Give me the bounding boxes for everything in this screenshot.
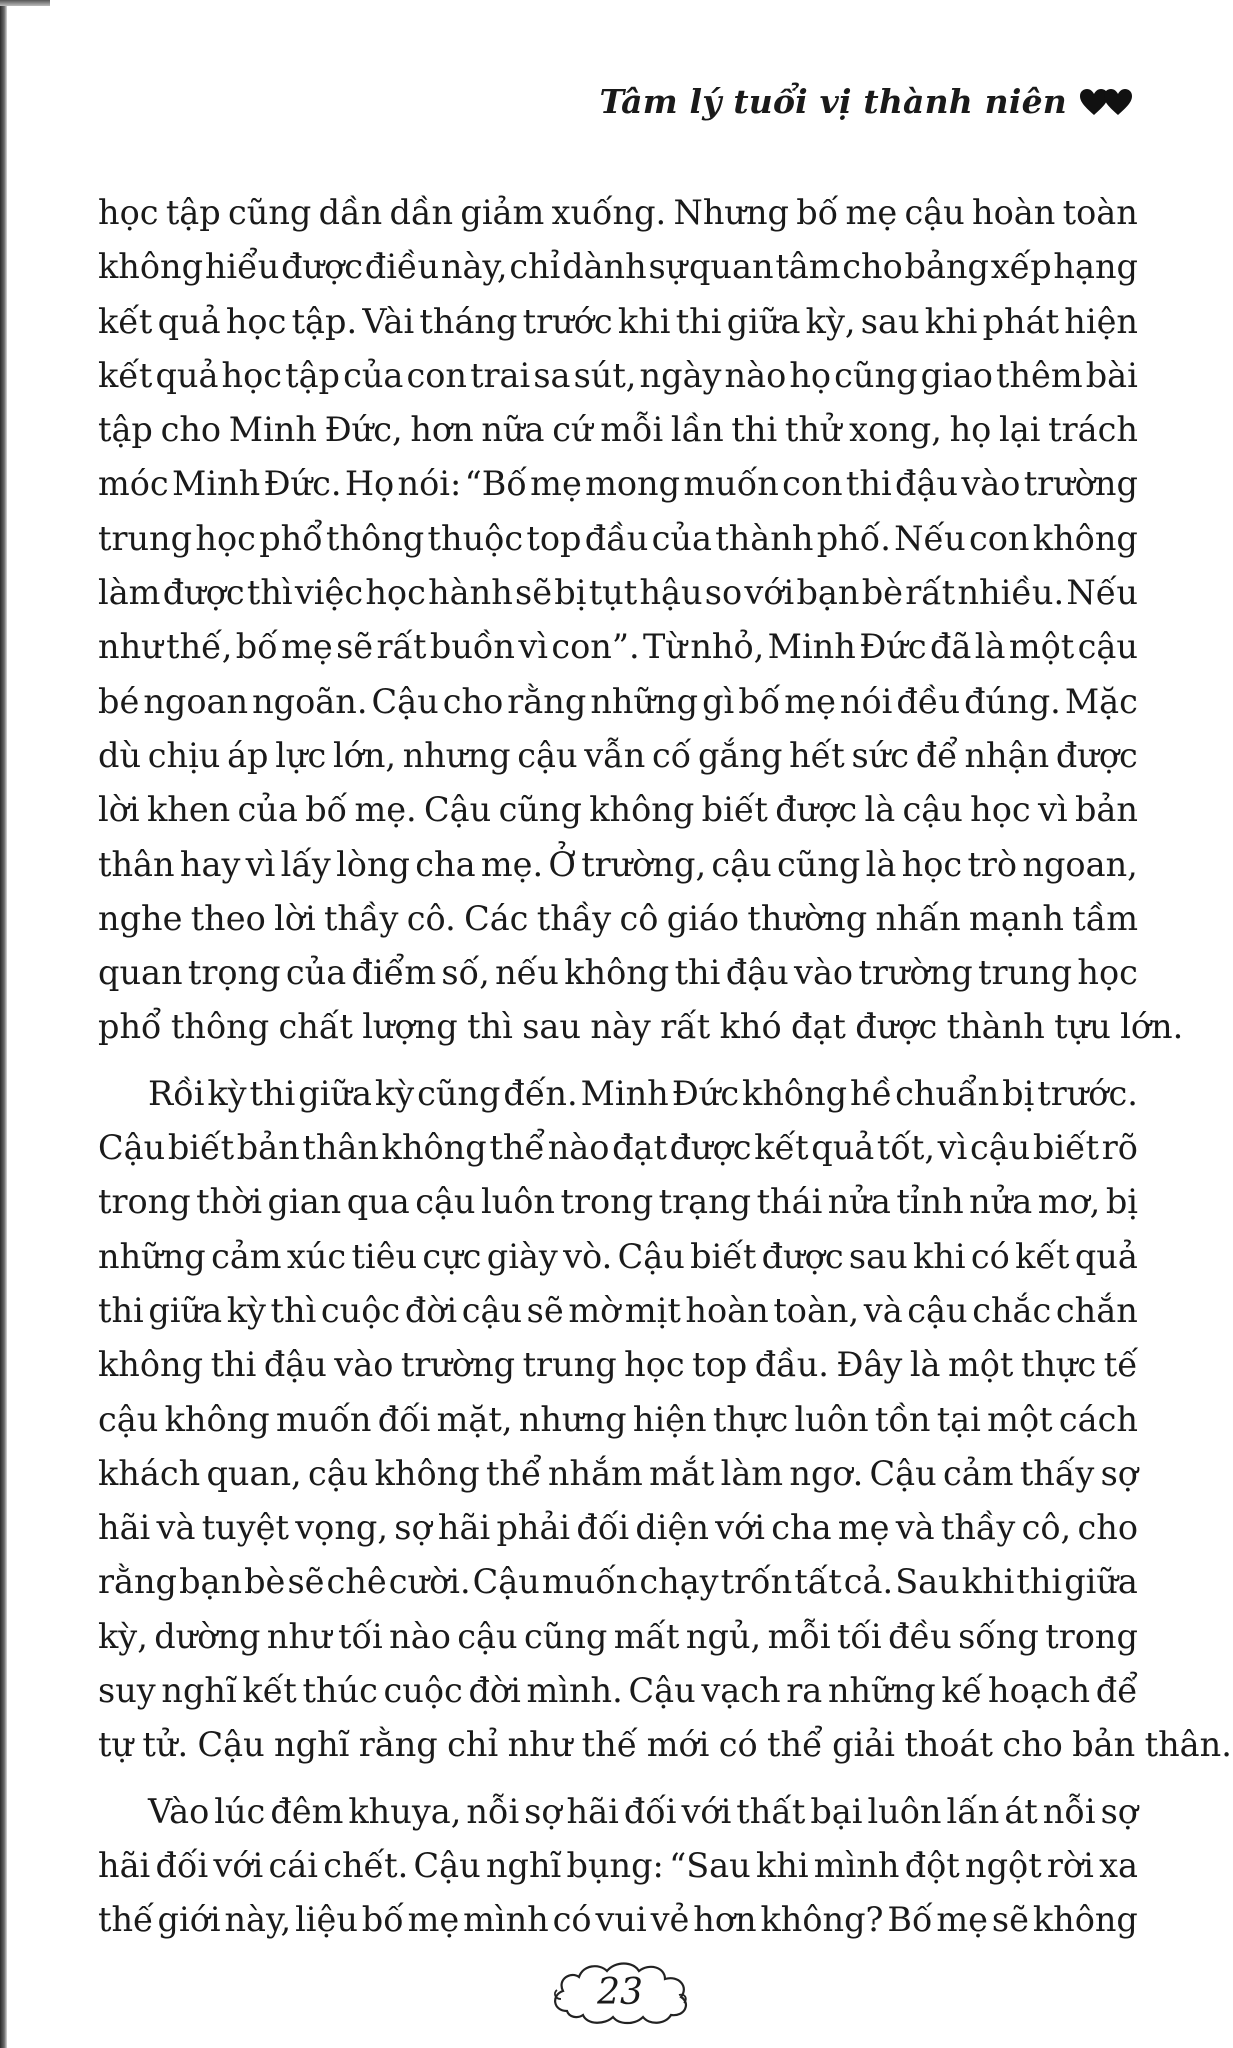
- text-line: bé ngoan ngoãn. Cậu cho rằng những gì bố mẹ nói đều đúng. Mặc: [98, 681, 1138, 721]
- text-line: rằng bạn bè sẽ chê cười. Cậu muốn chạy trốn tất cả. Sau khi thi giữa: [98, 1562, 1138, 1602]
- text-line: những cảm xúc tiêu cực giày vò. Cậu biết được sau khi có kết quả: [98, 1236, 1138, 1276]
- text-line: tự tử. Cậu nghĩ rằng chỉ như thế mới có thể giải thoát cho bản thân.: [98, 1725, 1232, 1765]
- page-edge-shadow: [0, 0, 50, 6]
- text-line: thi giữa kỳ thì cuộc đời cậu sẽ mờ mịt hoàn toàn, và cậu chắc chắn: [98, 1290, 1138, 1330]
- text-line: làm được thì việc học hành sẽ bị tụt hậu so với bạn bè rất nhiều. Nếu: [98, 573, 1138, 613]
- text-line: thế giới này, liệu bố mẹ mình có vui vẻ hơn không? Bố mẹ sẽ không: [98, 1900, 1138, 1940]
- text-line: phổ thông chất lượng thì sau này rất khó đạt được thành tựu lớn.: [98, 1007, 1184, 1047]
- text-line: móc Minh Đức. Họ nói: “Bố mẹ mong muốn con thi đậu vào trường: [98, 464, 1138, 504]
- text-line: khách quan, cậu không thể nhắm mắt làm ngơ. Cậu cảm thấy sợ: [98, 1453, 1138, 1493]
- text-line: kết quả học tập của con trai sa sút, ngày nào họ cũng giao thêm bài: [98, 355, 1138, 395]
- text-line: trong thời gian qua cậu luôn trong trạng thái nửa tỉnh nửa mơ, bị: [98, 1182, 1138, 1222]
- running-header: [600, 82, 1133, 121]
- text-line: cậu không muốn đối mặt, nhưng hiện thực luôn tồn tại một cách: [98, 1399, 1138, 1439]
- hearts-ornament: [1079, 88, 1133, 116]
- text-line: trung học phổ thông thuộc top đầu của thành phố. Nếu con không: [98, 518, 1138, 558]
- text-line: Cậu biết bản thân không thể nào đạt được kết quả tốt, vì cậu biết rõ: [98, 1128, 1138, 1168]
- text-line: không thi đậu vào trường trung học top đầu. Đây là một thực tế: [98, 1345, 1138, 1385]
- book-spine-shadow: [0, 0, 7, 2048]
- text-line: Rồi kỳ thi giữa kỳ cũng đến. Minh Đức không hề chuẩn bị trước.: [148, 1073, 1138, 1113]
- paragraph-gap: [98, 1773, 1138, 1785]
- text-line: không hiểu được điều này, chỉ dành sự quan tâm cho bảng xếp hạng: [98, 247, 1138, 287]
- heart-icon: [1103, 88, 1133, 116]
- text-line: lời khen của bố mẹ. Cậu cũng không biết được là cậu học vì bản: [98, 790, 1138, 830]
- text-line: nghe theo lời thầy cô. Các thầy cô giáo thường nhấn mạnh tầm: [98, 898, 1138, 938]
- text-line: hãi đối với cái chết. Cậu nghĩ bụng: “Sau khi mình đột ngột rời xa: [98, 1845, 1138, 1885]
- text-line: học tập cũng dần dần giảm xuống. Nhưng bố mẹ cậu hoàn toàn: [98, 193, 1138, 232]
- text-line: như thế, bố mẹ sẽ rất buồn vì con”. Từ nhỏ, Minh Đức đã là một cậu: [98, 627, 1138, 667]
- text-line: tập cho Minh Đức, hơn nữa cứ mỗi lần thi thử xong, họ lại trách: [98, 410, 1138, 450]
- text-line: dù chịu áp lực lớn, nhưng cậu vẫn cố gắng hết sức để nhận được: [98, 735, 1138, 775]
- page-number: 23: [597, 1971, 643, 2013]
- text-line: hãi và tuyệt vọng, sợ hãi phải đối diện với cha mẹ và thầy cô, cho: [98, 1508, 1138, 1548]
- text-line: kỳ, dường như tối nào cậu cũng mất ngủ, mỗi tối đều sống trong: [98, 1616, 1138, 1656]
- paragraph: [98, 1067, 1232, 1773]
- text-line: suy nghĩ kết thúc cuộc đời mình. Cậu vạch ra những kế hoạch để: [98, 1671, 1138, 1711]
- running-title: Tâm lý tuổi vị thành niên: [599, 82, 1067, 121]
- paragraph: [98, 1785, 1138, 1948]
- text-line: kết quả học tập. Vài tháng trước khi thi giữa kỳ, sau khi phát hiện: [98, 301, 1138, 341]
- paragraph: [98, 186, 1184, 1055]
- text-line: Vào lúc đêm khuya, nỗi sợ hãi đối với thất bại luôn lấn át nỗi sợ: [148, 1791, 1138, 1831]
- page-number-cloud: [545, 1955, 695, 2029]
- body-text: [98, 186, 1232, 1948]
- text-line: quan trọng của điểm số, nếu không thi đậu vào trường trung học: [98, 953, 1138, 993]
- text-line: thân hay vì lấy lòng cha mẹ. Ở trường, cậu cũng là học trò ngoan,: [98, 844, 1138, 884]
- paragraph-gap: [98, 1055, 1138, 1067]
